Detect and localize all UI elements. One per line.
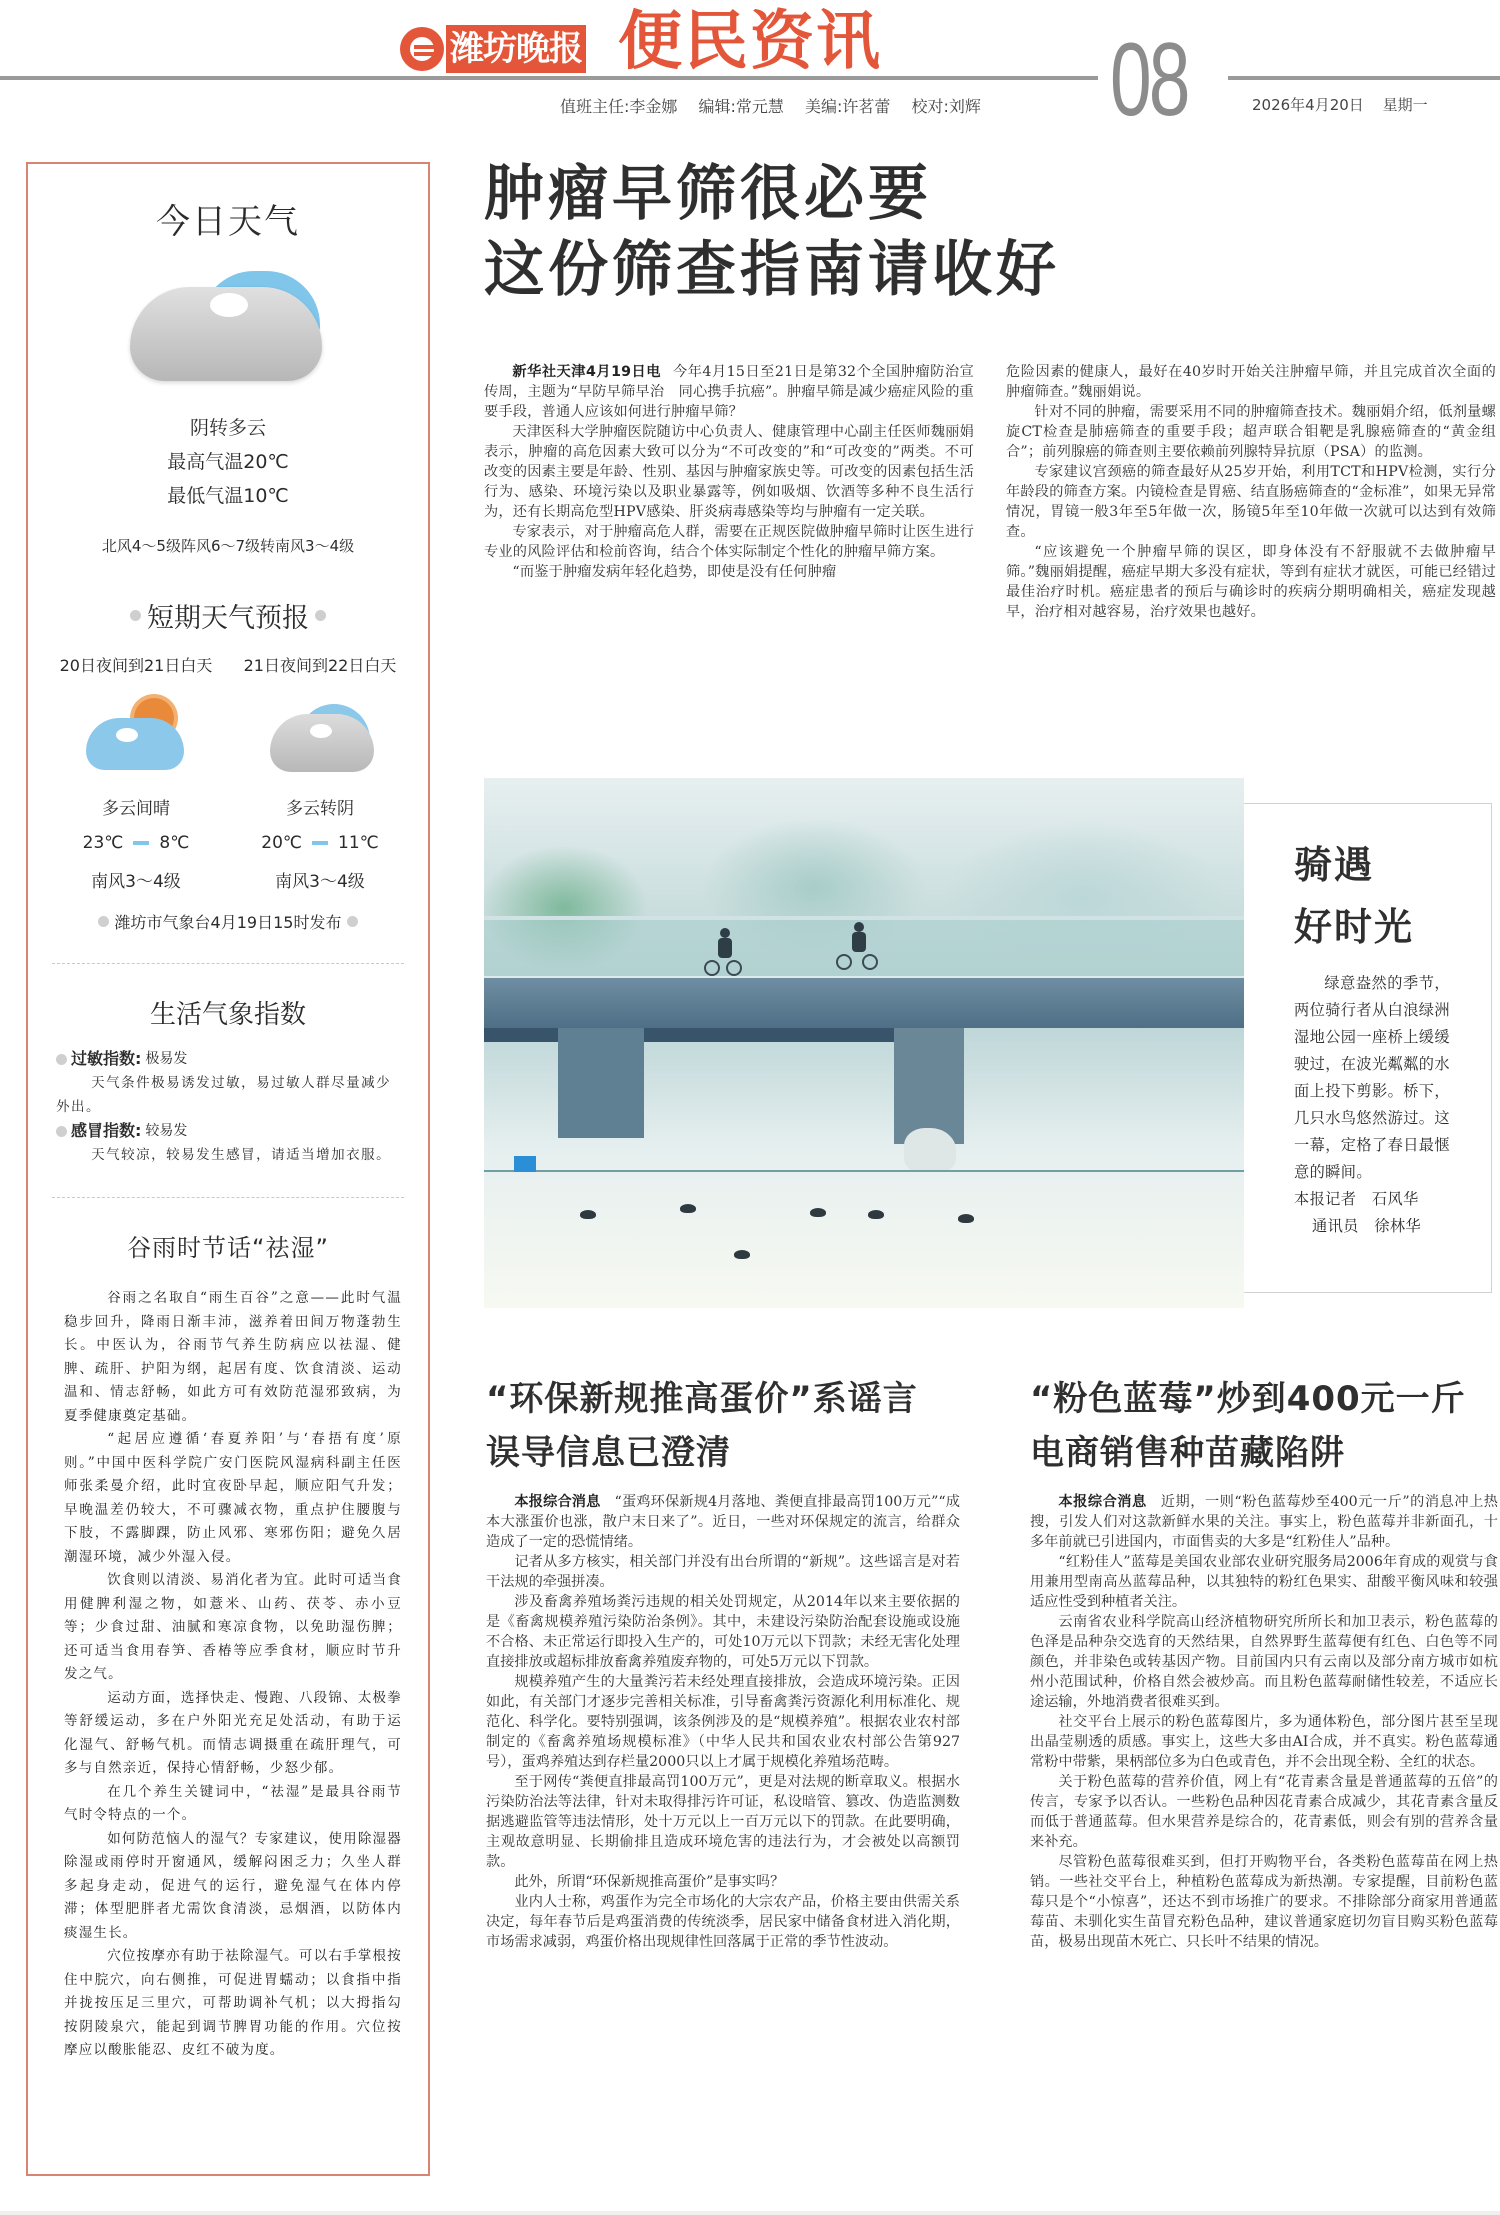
- paragraph: 涉及畜禽养殖场粪污违规的相关处罚规定，从2014年以来主要依据的是《畜禽规模养殖污染防治条例》。其中，未建设污染防治配套设施或设施不合格、未正常运行即投入生产的，可处10万元以下罚款；未经无害化处理直接排放或超标排放畜禽养殖废弃物的，可处5万元以下罚款。: [486, 1594, 960, 1670]
- forecast-period: 21日夜间到22日白天: [243, 656, 397, 675]
- paragraph: 危险因素的健康人，最好在40岁时开始关注肿瘤早筛，并且完成首次全面的肿瘤筛查。”魏丽娟说。: [1006, 364, 1496, 400]
- paragraph: 本报综合消息 近期，一则“粉色蓝莓炒至400元一斤”的消息冲上热搜，引发人们对这款新鲜水果的关注。事实上，粉色蓝莓并非新面孔，十多年前就已引进国内，市面售卖的大多是“红粉佳人”品种。: [1030, 1494, 1498, 1550]
- paragraph: 云南省农业科学院高山经济植物研究所所长和加卫表示，粉色蓝莓的色泽是品种杂交选育的天然结果，自然界野生蓝莓便有红色、白色等不同颜色，并非染色或转基因产物。目前国内只有云南以及部分南方城市如杭州小范围试种，价格自然会被炒高。而且粉色蓝莓耐储性较差，不适应长途运输，外地消费者很难买到。: [1030, 1614, 1498, 1710]
- headline-line: “环保新规推高蛋价”系谣言: [486, 1379, 918, 1419]
- credit-duty-director: 值班主任:李金娜: [560, 97, 678, 116]
- index-description: 天气较凉，较易发生感冒，请适当增加衣服。: [91, 1147, 392, 1163]
- paragraph: 规模养殖产生的大量粪污若未经处理直接排放，会造成环境污染。正因如此，有关部门才逐步完善相关标准，引导畜禽粪污资源化利用标准化、规范化、科学化。要特别强调，该条例涉及的是“规模养殖”。根据农业农村部制定的《畜禽养殖场规模标准》（中华人民共和国农业农村部公告第927号），蛋鸡养殖达到存栏量2000只以上才属于规模化养殖场范畴。: [486, 1674, 960, 1770]
- section-divider: [52, 1197, 404, 1198]
- byline: 本报综合消息: [514, 1494, 601, 1510]
- byline: 本报综合消息: [1058, 1494, 1147, 1510]
- paragraph: 专家建议宫颈癌的筛查最好从25岁开始，利用TCT和HPV检测，实行分年龄段的筛查方案。内镜检查是胃癌、结直肠癌筛查的“金标准”，如果无异常情况，胃镜一般3年至5年做一次，肠镜5年至10年做一次就可以达到有效筛查。: [1006, 464, 1496, 540]
- paragraph: 运动方面，选择快走、慢跑、八段锦、太极拳等舒缓运动，多在户外阳光充足处活动，有助于运化湿气、舒畅气机。而情志调摄重在疏肝理气，可多与自然亲近，保持心情舒畅，少怒少郁。: [64, 1689, 402, 1776]
- forecast-title-text: 短期天气预报: [147, 603, 309, 634]
- paragraph: “而鉴于肿瘤发病年轻化趋势，即使是没有任何肿瘤: [512, 564, 837, 580]
- bullet-dot-icon: [98, 916, 109, 927]
- credit-reporter: 本报记者 石风华: [1294, 1190, 1419, 1208]
- paragraph: 新华社天津4月19日电 今年4月15日至21日是第32个全国肿瘤防治宣传周，主题为“早防早筛早治 同心携手抗癌”。肿瘤早筛是减少癌症风险的重要手段，普通人应该如何进行肿瘤早筛？: [484, 364, 974, 420]
- paragraph: 穴位按摩亦有助于祛除湿气。可以右手掌根按住中脘穴，向右侧推，可促进胃蠕动；以食指中指并拢按压足三里穴，可帮助调补气机；以大拇指勾按阴陵泉穴，能起到调节脾胃功能的作用。穴位按摩应以酸胀能忍、皮红不破为度。: [64, 1948, 402, 2058]
- forecast-wind: 南风3～4级: [275, 872, 365, 892]
- today-low: 最低气温10℃: [167, 485, 289, 507]
- section-divider: [52, 963, 404, 964]
- index-label: 感冒指数:: [71, 1121, 142, 1140]
- paragraph: 尽管粉色蓝莓很难买到，但打开购物平台，各类粉色蓝莓苗在网上热销。一些社交平台上，种植粉色蓝莓成为新热潮。专家提醒，目前粉色蓝莓只是个“小惊喜”，还达不到市场推广的要求。不排除部分商家用普通蓝莓苗、未驯化实生苗冒充粉色品种，建议普通家庭切勿盲目购买粉色蓝莓苗，极易出现苗木死亡、只长叶不结果的情况。: [1030, 1854, 1498, 1950]
- paragraph: 如何防范恼人的湿气？专家建议，使用除湿器除湿或雨停时开窗通风，缓解闷困乏力；久坐人群多起身走动，促进气的运行，避免湿气在体内停滞；体型肥胖者尤需饮食清淡，忌烟酒，以防体内痰湿生长。: [64, 1830, 402, 1941]
- headline-line: “粉色蓝莓”炒到400元一斤: [1030, 1379, 1466, 1419]
- forecast-period: 20日夜间到21日白天: [59, 656, 213, 675]
- forecast-temperature: [228, 833, 412, 853]
- waterbird-icon: [810, 1208, 826, 1217]
- range-dash-icon: [133, 841, 149, 845]
- bullet-dot-icon: [56, 1126, 67, 1137]
- forecast-issuer-text: 潍坊市气象台4月19日15时发布: [114, 913, 342, 932]
- bridge-beam: [484, 1028, 894, 1042]
- paragraph: 记者从多方核实，相关部门并没有出台所谓的“新规”。这些谣言是对若干法规的牵强拼凑。: [486, 1554, 960, 1590]
- waterbird-icon: [734, 1250, 750, 1259]
- sidebar-article-title: 谷雨时节话“祛湿”: [127, 1234, 329, 1262]
- bridge-pier: [558, 1028, 644, 1138]
- paragraph: 社交平台上展示的粉色蓝莓图片，多为通体粉色，部分图片甚至呈现出晶莹剔透的质感。事实上，这些大多由AI合成，并不真实。粉色蓝莓通常粉中带紫，果柄部位多为白色或青色，并不会出现全粉、全红的状态。: [1030, 1714, 1498, 1770]
- issue-date-text: 2026年4月20日: [1252, 96, 1364, 114]
- forecast-day: [228, 653, 412, 892]
- forecast-condition: 多云间晴: [102, 799, 170, 819]
- waterbird-icon: [680, 1204, 696, 1213]
- page-number: 08: [1110, 22, 1188, 138]
- forecast-low: 11℃: [338, 833, 379, 853]
- index-description: 天气条件极易诱发过敏，易过敏人群尽量减少外出。: [56, 1075, 392, 1115]
- overcast-cloud-icon: [130, 271, 326, 381]
- paragraph: “应该避免一个肿瘤早筛的误区，即身体没有不舒服就不去做肿瘤早筛。”魏丽娟提醒，癌症早期大多没有症状，等到有症状才就医，可能已经错过最佳治疗时机。癌症患者的预后与确诊时的疾病分期明确相关，癌症发现越早，治疗相对越容易，治疗效果也越好。: [1006, 544, 1496, 620]
- article-headline: [1030, 1372, 1498, 1480]
- bullet-dot-icon: [315, 610, 326, 621]
- cyclist-icon: [710, 928, 740, 978]
- article-column: [1006, 362, 1496, 622]
- forecast-low: 8℃: [159, 833, 190, 853]
- bridge-deck: [484, 978, 1244, 1028]
- credit-art-editor: 美编:许茗蕾: [805, 97, 891, 116]
- paragraph: 在几个养生关键词中，“祛湿”是最具谷雨节气时令特点的一个。: [64, 1783, 402, 1823]
- credit-editor: 编辑:常元慧: [698, 97, 784, 116]
- editorial-credits: [560, 94, 997, 117]
- life-index-list: [28, 1047, 428, 1167]
- article-headline: [486, 1372, 960, 1480]
- lead-headline: [484, 156, 1060, 308]
- paragraph: 本报综合消息 “蛋鸡环保新规4月落地、粪便直排最高罚100万元”“成本大涨蛋价也涨，散户末日来了”。近日，一些对环保规定的流言，给群众造成了一定的恐慌情绪。: [486, 1494, 960, 1550]
- today-high: 最高气温20℃: [167, 451, 289, 473]
- forecast-title: [28, 596, 428, 635]
- lead-article-body: [484, 362, 1496, 622]
- credit-correspondent: 通讯员 徐林华: [1312, 1217, 1422, 1235]
- weather-sidebar: [26, 162, 430, 2176]
- forecast-high: 23℃: [82, 833, 124, 853]
- sidebar-article-body: [28, 1287, 428, 2063]
- index-value: 极易发: [145, 1051, 188, 1067]
- forecast-temperature: [44, 833, 228, 853]
- cyclist-icon: [844, 922, 874, 972]
- paragraph: 业内人士称，鸡蛋作为完全市场化的大宗农产品，价格主要由供需关系决定，每年春节后是鸡蛋消费的传统淡季，居民家中储备食材进入消化期，市场需求减弱，鸡蛋价格出现规律性回落属于正常的季节性波动。: [486, 1894, 960, 1950]
- forecast-day: [44, 653, 228, 892]
- paragraph: “红粉佳人”蓝莓是美国农业部农业研究服务局2006年育成的观赏与食用兼用型南高丛蓝莓品种，以其独特的粉红色果实、甜酸平衡风味和较强适应性受到种植者关注。: [1030, 1554, 1498, 1610]
- cloudy-icon: [270, 698, 370, 768]
- headline-line: 电商销售种苗藏陷阱: [1030, 1433, 1345, 1473]
- masthead: [0, 0, 1500, 138]
- water-line: [484, 1170, 1244, 1172]
- cyclists-bridge-photo: [484, 778, 1244, 1308]
- paragraph: 针对不同的肿瘤，需要采用不同的肿瘤筛查技术。魏丽娟介绍，低剂量螺旋CT检查是肺癌筛查的重要手段；超声联合钼靶是乳腺癌筛查的“黄金组合”；前列腺癌的筛查则主要依赖前列腺特异抗原（PSA）的监测。: [1006, 404, 1496, 460]
- bullet-dot-icon: [347, 916, 358, 927]
- headline-line: 这份筛查指南请收好: [484, 235, 1060, 305]
- forecast-wind: 南风3～4级: [91, 872, 181, 892]
- headline-line: 肿瘤早筛很必要: [484, 159, 932, 229]
- partly-sunny-icon: [86, 698, 186, 768]
- bullet-dot-icon: [130, 610, 141, 621]
- paragraph: 专家表示，对于肿瘤高危人群，需要在正规医院做肿瘤早筛时让医生进行专业的风险评估和检前咨询，结合个体实际制定个性化的肿瘤早筛方案。: [484, 524, 974, 560]
- newspaper-logo: [400, 20, 586, 78]
- photo-caption: [1294, 970, 1450, 1240]
- today-conditions: [28, 411, 428, 513]
- article-pink-blueberry: [1030, 1372, 1498, 1952]
- newspaper-name: 潍坊晚报: [446, 25, 586, 73]
- issue-weekday: 星期一: [1382, 96, 1428, 114]
- paragraph: 至于网传“粪便直排最高罚100万元”，更是对法规的断章取义。根据水污染防治法等法律，针对未取得排污许可证，私设暗管、篡改、伪造监测数据逃避监管等违法情形，处十万元以上一百万元以下的罚款。在此要明确，主观故意明显、长期偷排且造成环境危害的违法行为，才会被处以高额罚款。: [486, 1774, 960, 1870]
- paragraph: 谷雨之名取自“雨生百谷”之意——此时气温稳步回升，降雨日渐丰沛，滋养着田间万物蓬勃生长。中医认为，谷雨节气养生防病应以祛湿、健脾、疏肝、护阳为纲，起居有度、饮食清淡、运动温和、情志舒畅，如此方可有效防范湿邪致病，为夏季健康奠定基础。: [64, 1290, 402, 1424]
- photo-title-line: 骑遇: [1294, 843, 1375, 887]
- dateline: 新华社天津4月19日电: [512, 364, 661, 380]
- paragraph: 饮食则以清淡、易消化者为宜。此时可适当食用健脾利湿之物，如薏米、山药、茯苓、赤小豆等；少食过甜、油腻和寒凉食物，以免助湿伤脾；还可适当食用春笋、香椿等应季食材，顺应时节升发之气。: [64, 1572, 402, 1682]
- section-title: 便民资讯: [618, 5, 882, 79]
- paragraph: 天津医科大学肿瘤医院随访中心负责人、健康管理中心副主任医师魏丽娟表示，肿瘤的高危因素大致可以分为“不可改变的”和“可改变的”两类。不可改变的因素主要是年龄、性别、基因与肿瘤家族史等。可改变的因素包括生活行为、感染、环境污染以及职业暴露等，例如吸烟、饮酒等多种不良生活行为，还有长期高危型HPV感染、肝炎病毒感染等均与肿瘤有一定关联。: [484, 424, 974, 520]
- article-body: [486, 1492, 960, 1952]
- issue-date: [1252, 94, 1442, 115]
- today-wind: 北风4～5级阵风6～7级转南风3～4级: [101, 537, 355, 555]
- article-column: [484, 362, 974, 622]
- newspaper-logo-icon: [400, 27, 444, 71]
- photo-title-line: 好时光: [1294, 905, 1415, 949]
- article-body: [1030, 1492, 1498, 1952]
- index-item-cold: [56, 1119, 404, 1143]
- headline-line: 误导信息已澄清: [486, 1433, 731, 1473]
- photo-caption-box: [1244, 803, 1492, 1293]
- masthead-rule: [1228, 76, 1500, 80]
- bridge-pier: [894, 1028, 964, 1144]
- waterbird-icon: [868, 1210, 884, 1219]
- index-value: 较易发: [145, 1123, 188, 1139]
- today-weather-title: 今日天气: [156, 202, 300, 242]
- range-dash-icon: [312, 841, 328, 845]
- rock: [904, 1128, 956, 1172]
- forecast-condition: 多云转阴: [286, 799, 354, 819]
- caption-text: 绿意盎然的季节，两位骑行者从白浪绿洲湿地公园一座桥上缓缓驶过，在波光粼粼的水面上投下剪影。桥下，几只水鸟悠然游过。这一幕，定格了春日最惬意的瞬间。: [1294, 974, 1450, 1181]
- waterbird-icon: [580, 1210, 596, 1219]
- waterbird-icon: [958, 1214, 974, 1223]
- sign-icon: [514, 1156, 536, 1172]
- article-egg-price-rumor: [486, 1372, 960, 1952]
- paragraph: “起居应遵循‘春夏养阳’与‘春捂有度’原则。”中国中医科学院广安门医院风湿病科副主任医师张柔曼介绍，此时宜夜卧早起，顺应阳气升发；早晚温差仍较大，不可骤减衣物，重点护住腰腹与下肢，不露脚踝，防止风邪、寒邪伤阳；避免久居潮湿环境，减少外湿入侵。: [64, 1431, 402, 1565]
- page-bottom-rule: [0, 2211, 1500, 2215]
- credit-proofreader: 校对:刘辉: [911, 97, 981, 116]
- index-item-allergy: [56, 1047, 404, 1071]
- bullet-dot-icon: [56, 1054, 67, 1065]
- forecast-high: 20℃: [261, 833, 302, 853]
- paragraph: 此外，所谓“环保新规推高蛋价”是事实吗？: [514, 1874, 785, 1890]
- life-index-title: 生活气象指数: [149, 1000, 306, 1030]
- forecast-issuer: [28, 910, 428, 933]
- photo-credits: [1294, 1186, 1450, 1240]
- paragraph: 关于粉色蓝莓的营养价值，网上有“花青素含量是普通蓝莓的五倍”的传言，专家予以否认。一些粉色品种因花青素合成减少，其花青素含量反而低于普通蓝莓。但水果营养是综合的，花青素低，则会有别的营养含量来补充。: [1030, 1774, 1498, 1850]
- index-label: 过敏指数:: [71, 1049, 142, 1068]
- today-condition: 阴转多云: [189, 417, 266, 439]
- forecast-grid: [28, 653, 428, 892]
- photo-title: [1294, 834, 1414, 958]
